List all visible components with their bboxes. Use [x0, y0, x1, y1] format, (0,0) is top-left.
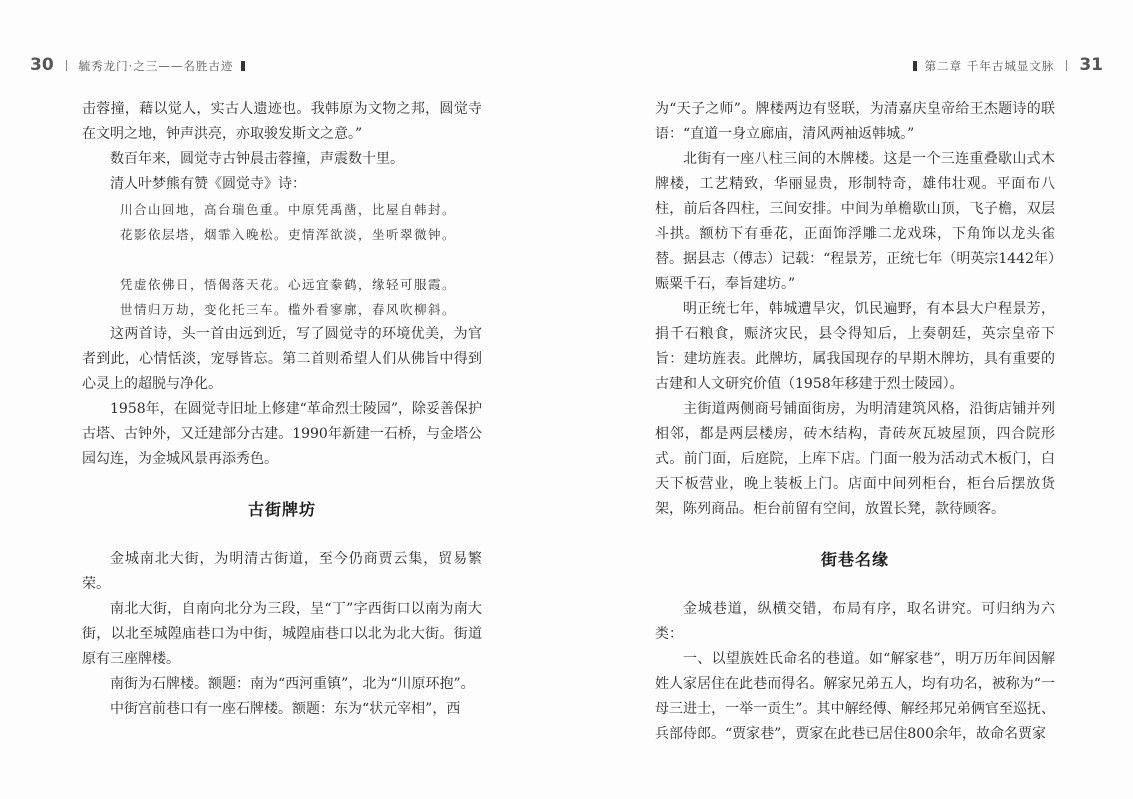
paragraph: 明正统七年，韩城遭旱灾，饥民遍野，有本县大户程景芳，捐千石粮食，赈济灾民，县令得知后，上奏朝廷，英宗皇帝下旨：建坊旌表。此牌坊，属我国现存的早期木牌坊，具有重要的古建和人文研究价值（1958年移建于烈士陵园）。: [655, 301, 1055, 392]
paragraph: 击蓉撞，藉以觉人，实古人遗迹也。我韩原为文物之邦，圆觉寺在文明之地，钟声洪亮，亦取骏发斯文之意。”: [82, 101, 482, 142]
running-title: 毓秀龙门·之三——名胜古迹: [78, 59, 234, 73]
section-heading: 街巷名缘: [820, 550, 889, 569]
page-number: 30: [30, 55, 54, 75]
poem-line: 川合山回地，高台瑞色重。中原凭禹凿，比屋自韩封。: [120, 202, 457, 217]
right-running-header: [905, 55, 1103, 77]
paragraph: 一、以望族姓氏命名的巷道。如“解家巷”，明万历年间因解姓人家居住在此巷而得名。解家兄弟五人，均有功名，被称为“一母三进士，一举一贡生”。其中解经傅、解经邦兄弟俩官至巡抚、兵部侍郎。“贾家巷”，贾家在此巷已居住800余年，故命名贾家: [655, 651, 1055, 742]
paragraph: 金城南北大街，为明清古街道，至今仍商贾云集，贸易繁荣。: [82, 551, 482, 592]
divider: [1066, 60, 1067, 71]
left-body-text: [82, 97, 482, 722]
paragraph: 这两首诗，头一首由远到近，写了圆觉寺的环境优美，为官者到此，心情恬淡，宠辱皆忘。第二首则希望人们从佛旨中得到心灵上的超脱与净化。: [82, 326, 482, 392]
left-page: [0, 0, 566, 799]
paragraph: 数百年来，圆觉寺古钟晨击蓉撞，声震数十里。: [110, 151, 404, 167]
poem-line: 世情归万劫，变化托三车。槛外看寥廓，春风吹柳斜。: [120, 302, 457, 317]
left-running-header: [30, 55, 253, 77]
paragraph: 主街道两侧商号铺面街房，为明清建筑风格，沿街店铺并列相邻，都是两层楼房，砖木结构，青砖灰瓦坡屋顶，四合院形式。前门面，后庭院，上库下店。门面一般为活动式木板门，白天下板营业，晚上装板上门。店面中间列柜台，柜台后摆放货架，陈列商品。柜台前留有空间，放置长凳，款待顾客。: [655, 401, 1055, 517]
paragraph: 1958年，在圆觉寺旧址上修建“革命烈士陵园”，除妥善保护古塔、古钟外，又迁建部分古建。1990年新建一石桥，与金塔公园勾连，为金城风景再添秀色。: [82, 401, 482, 467]
header-marker: [913, 61, 917, 71]
right-body-text: [655, 97, 1055, 747]
spacer: [82, 247, 482, 272]
paragraph: 金城巷道，纵横交错，布局有序，取名讲究。可归纳为六类：: [655, 601, 1055, 642]
right-page: [566, 0, 1133, 799]
page-number: 31: [1079, 55, 1103, 75]
paragraph: 中街宫前巷口有一座石牌楼。额题：东为“状元宰相”，西: [110, 701, 461, 717]
paragraph: 为“天子之师”。牌楼两边有竖联，为清嘉庆皇帝给王杰题诗的联语：“直道一身立廊庙，清风两袖返韩城。”: [655, 101, 1055, 142]
section-heading: 古街牌坊: [247, 500, 316, 519]
running-title: 第二章 千年古城显文脉: [924, 59, 1055, 73]
paragraph: 清人叶梦熊有赞《圆觉寺》诗：: [110, 176, 306, 192]
paragraph: 北街有一座八柱三间的木牌楼。这是一个三连重叠歇山式木牌楼，工艺精致，华丽显贵，形制特奇，雄伟壮观。平面布八柱，前后各四柱，三间安排。中间为单檐歇山顶，飞子檐，双层斗拱。额枋下有垂花，正面饰浮雕二龙戏珠，下角饰以龙头雀替。据县志（傅志）记载：“程景芳，正统七年（明英宗1442年）赈粟千石，奉旨建坊。”: [655, 151, 1055, 292]
poem-line: 花影依层塔，烟霏入晚松。吏情浑欲淡，坐听翠微钟。: [120, 227, 457, 242]
paragraph: 南北大街，自南向北分为三段，呈“丁”字西街口以南为南大街，以北至城隍庙巷口为中街，城隍庙巷口以北为北大街。街道原有三座牌楼。: [82, 601, 482, 667]
paragraph: 南街为石牌楼。额题：南为“西河重镇”，北为“川原环抱”。: [110, 676, 475, 692]
divider: [66, 60, 67, 71]
poem-line: 凭虚依佛日，悟偈落天花。心远宜豢鹤，缘轻可服霞。: [120, 277, 457, 292]
header-marker: [241, 61, 245, 71]
